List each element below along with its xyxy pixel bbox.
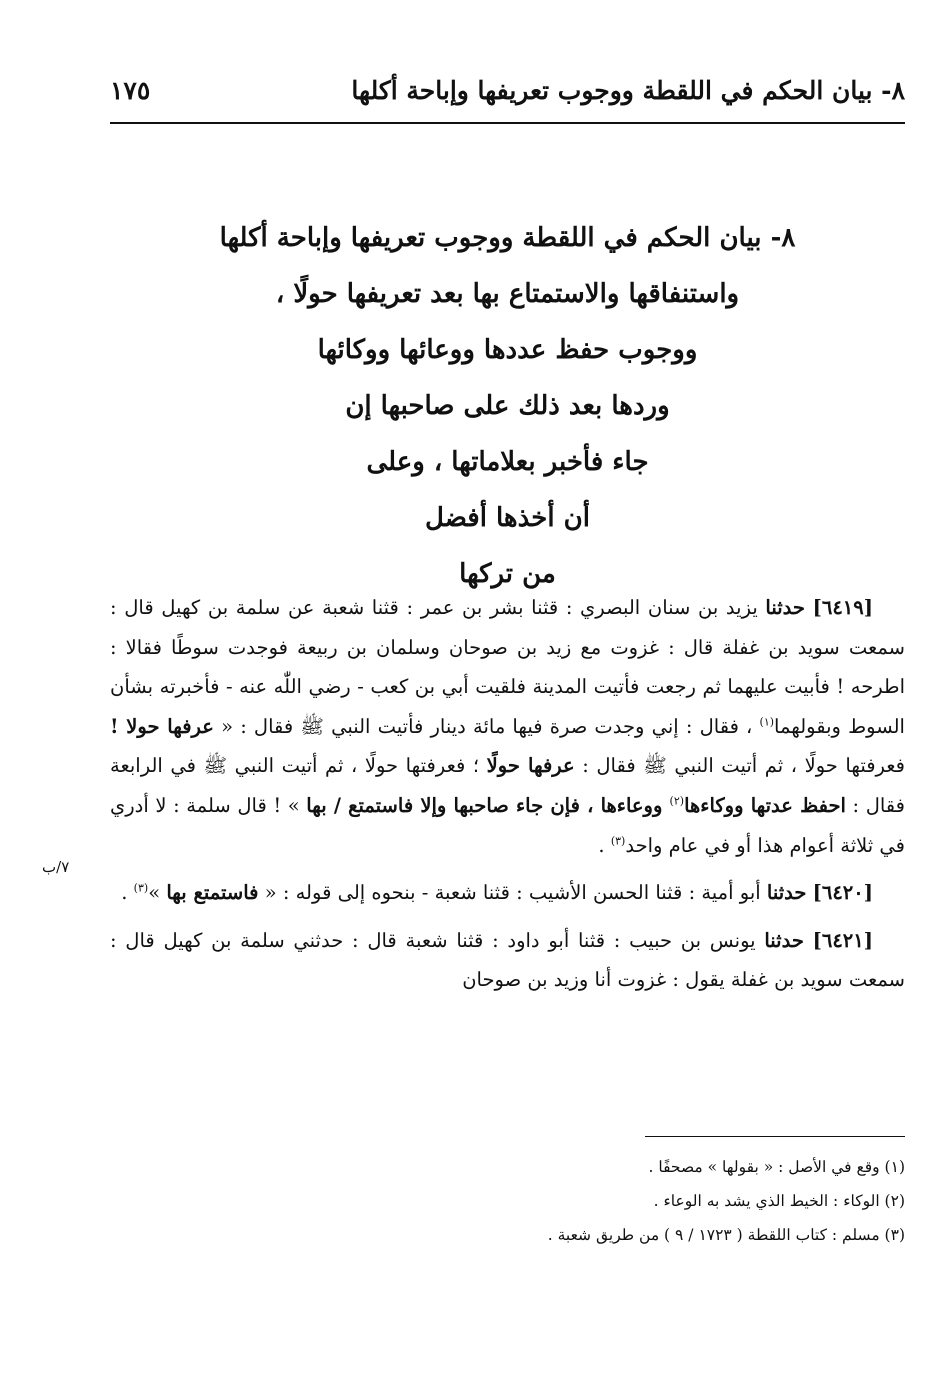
prophetic-saying: فاستمتع بها [166, 881, 259, 905]
hadith-number: [٦٤٢١] [812, 928, 873, 952]
hadith-text: أبو أمية : قثنا الحسن الأشيب : قثنا شعبة - بنحوه إلى قوله : « [258, 881, 767, 905]
hadith-text: . [121, 881, 134, 905]
chapter-heading-line: من تركها [459, 559, 556, 589]
chapter-heading [110, 210, 905, 602]
footnote-marker: (٣) [133, 881, 149, 895]
hadith-text: فعرفتها حولًا ، ثم أتيت النبي ﷺ فقال : [574, 754, 906, 778]
running-header [110, 72, 905, 124]
prophetic-saying: عرفها حولًا [486, 754, 575, 778]
hadith-paragraph-6421 [110, 921, 905, 1000]
prophetic-saying: احفظ عدتها ووكاءها [684, 793, 846, 817]
footnote-divider [645, 1136, 905, 1137]
hadith-number: [٦٤١٩] [812, 596, 873, 619]
hadith-text: يزيد بن سنان البصري : قثنا بشر بن عمر : قثنا شعبة عن سلمة بن كهيل قال : سمعت سويد بن غفلة قال : غزوت مع زيد بن صوحان وسلمان بن ربيعة فوجدت سوطًا فقالا : اطرحه ! فأبيت عليهما ثم رجعت فأتيت المدينة فلقيت أبي بن كعب - رضي اللّٰه عنه - فأخبرته بشأن السوط وبقولهما [110, 596, 905, 738]
hadith-text: يونس بن حبيب : قثنا أبو داود : قثنا شعبة قال : حدثني سلمة بن كهيل قال : سمعت سويد بن غفلة يقول : غزوت أنا وزيد بن صوحان [110, 928, 905, 992]
chapter-heading-line: ٨- بيان الحكم في اللقطة ووجوب تعريفها وإباحة أكلها [219, 223, 796, 253]
haddathana-keyword: حدثنا [765, 596, 805, 619]
running-header-title: ٨- بيان الحكم في اللقطة ووجوب تعريفها وإباحة أكلها [351, 76, 905, 105]
chapter-heading-line: جاء فأخبر بعلاماتها ، وعلى [366, 447, 649, 477]
chapter-heading-line: وردها بعد ذلك على صاحبها إن [345, 391, 670, 421]
footnote-marker: (٢) [669, 794, 685, 808]
hadith-text: . [598, 833, 611, 857]
chapter-heading-line: أن أخذها أفضل [425, 503, 590, 533]
footnotes [110, 1150, 905, 1252]
chapter-heading-line: ووجوب حفظ عددها ووعائها ووكائها [317, 335, 698, 365]
footnote-item: (٣) مسلم : كتاب اللقطة ( ١٧٢٣ / ٩ ) من طريق شعبة . [547, 1226, 905, 1244]
hadith-text: » [148, 881, 167, 905]
hadith-text: » ! قال سلمة : لا أدري في ثلاثة أعوام هذا أو في عام واحد [110, 793, 905, 857]
body-text [110, 588, 905, 1008]
manuscript-folio-note: ٧/ب [42, 858, 70, 876]
footnote-item: (٢) الوكاء : الخيط الذي يشد به الوعاء . [653, 1192, 905, 1210]
prophetic-saying: عرفها حولا ! [110, 714, 214, 738]
hadith-paragraph-6419 [110, 588, 905, 865]
prophetic-saying: ووعاءها ، فإن جاء صاحبها وإلا فاستمتع / بها [306, 793, 670, 817]
haddathana-keyword: حدثنا [764, 928, 804, 952]
haddathana-keyword: حدثنا [766, 881, 807, 905]
page-number: ١٧٥ [110, 76, 151, 105]
hadith-paragraph-6420 [110, 873, 905, 913]
chapter-heading-line: واستنفاقها والاستمتاع بها بعد تعريفها حولًا ، [275, 279, 740, 309]
footnote-item: (١) وقع في الأصل : « بقولها » مصحفًا . [648, 1158, 905, 1176]
hadith-text: ؛ فعرفتها حولًا ، ثم أتيت النبي ﷺ في الرابعة فقال : [110, 754, 905, 817]
footnote-marker: (٣) [610, 834, 626, 848]
hadith-text: ، فقال : إني وجدت صرة فيها مائة دينار فأتيت النبي ﷺ فقال : « [213, 714, 760, 738]
hadith-number: [٦٤٢٠] [812, 881, 873, 905]
footnote-marker: (١) [759, 715, 775, 729]
